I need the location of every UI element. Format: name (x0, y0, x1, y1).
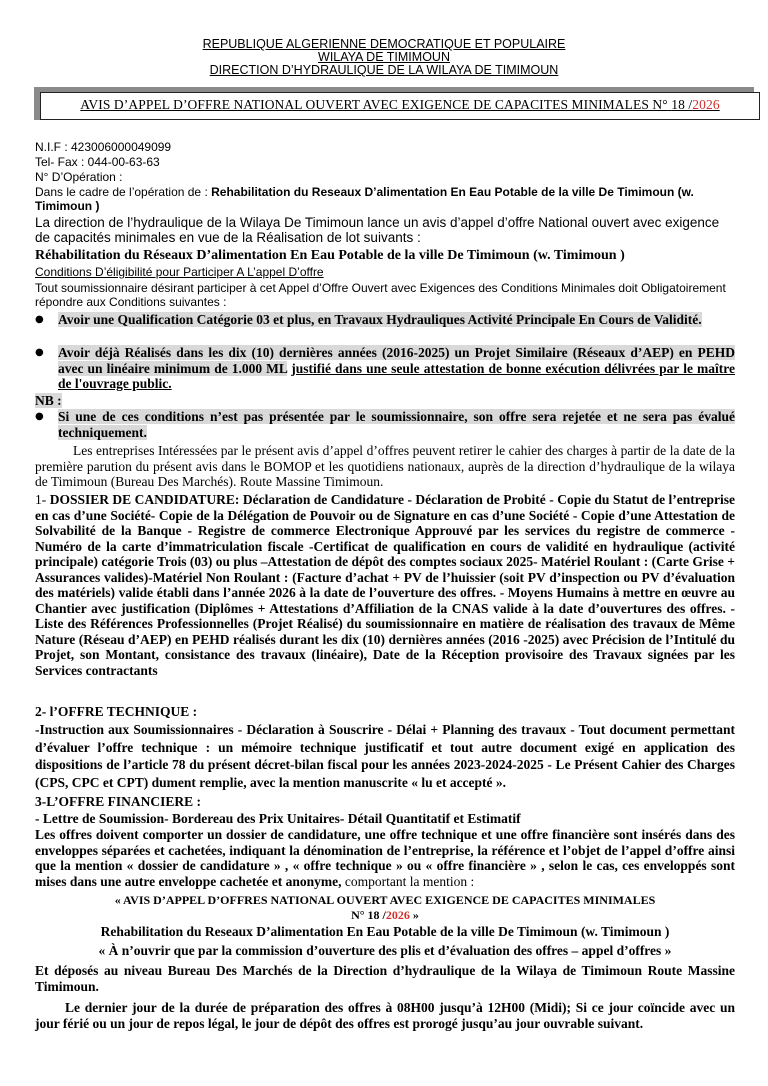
title-year: 2026 (692, 97, 720, 112)
retrait-paragraph: Les entreprises Intéressées par le présent avis d’appel d’offres peuvent retirer le cahier des charges à partir de la date de la première parution du présent avis dans le BOMOP et les quotidiens nationaux, auprès de la direction d’hydraulique de la wilaya de Timimoun (Bureau Des Marchés). Route Massine Timimoun. (35, 443, 735, 489)
condition-rejection-text: Si une de ces conditions n’est pas présentée par le soumissionnaire, son offre sera rejetée et ne sera pas évalué techniquement. (58, 409, 735, 440)
title-number: 18 / (671, 97, 693, 112)
operation-context-prefix: Dans le cadre de l’opération de : (35, 185, 208, 199)
tel-fax: Tel- Fax : 044-00-63-63 (35, 155, 160, 169)
offre-technique-body: -Instruction aux Soumissionnaires - Déclaration à Souscrire - Délai + Planning des travaux - Tout document permettant d’évaluer l’offre technique : un mémoire technique justificatif et tout autre document exigé en application des dispositions de l’article 78 du présent décret-bilan fiscal pour les années 2023-2024-2025 - Le Présent Cahier des Charges (CPS, CPC et CPT) dument remplie, avec la mention manuscrite « lu et accepté ». (35, 722, 735, 790)
conditions-title: Conditions D’éligibilité pour Participer A L’appel D’offre (35, 265, 324, 279)
nif: N.I.F : 423006000049099 (35, 140, 172, 154)
offre-financiere-title: 3-L’OFFRE FINANCIERE : (35, 794, 202, 809)
operation-context (35, 185, 735, 213)
condition-similar-project-text: Avoir déjà Réalisés dans les dix (10) dernières années (2016-2025) un Projet Similaire (Réseaux d’AEP) en PEHD avec un linéaire minimum de 1.000 ML (58, 345, 735, 376)
header-direction: DIRECTION D’HYDRAULIQUE DE LA WILAYA DE TIMIMOUN (209, 63, 559, 77)
header-republic: REPUBLIQUE ALGERIENNE DEMOCRATIQUE ET POPULAIRE (202, 37, 566, 51)
lot-title: Réhabilitation du Réseaux D’alimentation En Eau Potable de la ville De Timimoun (w. Timimoun ) (35, 248, 625, 263)
mention-opening: « À n’ouvrir que par la commission d’ouverture des plis et d’évaluation des offres – appel d’offres » (98, 943, 672, 958)
bullet-icon: ● (35, 347, 44, 358)
header-wilaya: WILAYA DE TIMIMOUN (318, 50, 450, 64)
title-box (40, 92, 760, 120)
mention-title: « AVIS D’APPEL D’OFFRES NATIONAL OUVERT AVEC EXIGENCE DE CAPACITES MINIMALES (114, 893, 656, 907)
offres-paragraph-normal: comportant la mention : (344, 873, 475, 889)
dossier-candidature: 1- DOSSIER DE CANDIDATURE: Déclaration de Candidature - Déclaration de Probité - Copie du Statut de l’entreprise en cas d’une Société- Copie de la Délégation de Pouvoir ou de Signature en cas d’une Société - Copie d’une Attestation de Solvabilité de la Banque - Registre de commerce Electronique Approuvé par les services du registre de commerce - Numéro de la carte d’immatriculation fiscale -Certificat de qualification en cours de validité en hydraulique (activité principale) catégorie Trois (03) ou plus –Attestation de dépôt des comptes sociaux 2025- Matériel Roulant : (Carte Grise + Assurances valides)-Matériel Non Roulant : (Facture d’achat + PV de l’huissier (soit PV d’inspection ou PV d’évaluation des matériels) valide établi dans l’année 2026 à la date de l’ouverture des offres. - Moyens Humains à mettre en œuvre au Chantier avec justification (Diplômes + Attestations d’Affiliation de la CNAS valide à la date d’ouvertures des offres. - Liste des Références Professionnelles (Projet Réalisé) du soumissionnaire en matière de réalisation des travaux de Même Nature (Réseau d’AEP) en PEHD réalisés durant les dix (10) dernières années (2016 -2025) avec Précision de l’Intitulé du Projet, son Montant, consistance des travaux (linéaire), Date de la Réception provisoire des Travaux signées par les Services contractants (35, 492, 735, 678)
condition-qualification-text: Avoir une Qualification Catégorie 03 et plus, en Travaux Hydrauliques Activité Principale En Cours de Validité. (58, 312, 702, 327)
mention-operation: Rehabilitation du Reseaux D’alimentation En Eau Potable de la ville De Timimoun (w. Timimoun ) (100, 924, 670, 939)
dernier-jour-paragraph: Le dernier jour de la durée de préparation des offres à 08H00 jusqu’à 12H00 (Midi); Si ce jour coïncide avec un jour férié ou un jour de repos légal, le jour de dépôt des offres est prorogé jusqu’au jour ouvrable suivant. (35, 1000, 735, 1031)
bullet-icon: ● (35, 411, 44, 422)
dossier-body: : Déclaration de Candidature - Déclaration de Probité - Copie du Statut de l’entreprise en cas d’une Société- Copie de la Délégation de Pouvoir ou de Signature en cas d’une Société - Copie d’une Attestation de Solvabilité de la Banque - Registre de commerce Electronique Approuvé par les services du registre de commerce - Numéro de la carte d’immatriculation fiscale -Certificat de qualification en cours de validité en hydraulique (activité principale) catégorie Trois (03) ou plus –Attestation de dépôt des comptes sociaux 2025- Matériel Roulant : (Carte Grise + Assurances valides)-Matériel Non Roulant : (Facture d’achat + PV de l’huissier (soit PV d’inspection ou PV d’évaluation des matériels) valide établi dans l’année 2026 à la date de l’ouverture des offres. - Moyens Humains à mettre en œuvre au Chantier avec justification (Diplômes + Attestations d’Affiliation de la CNAS valide à la date d’ouvertures des offres. - Liste des Références Professionnelles (Projet Réalisé) du soumissionnaire en matière de réalisation des travaux de Même Nature (Réseau d’AEP) en PEHD réalisés durant les dix (10) dernières années (2016 -2025) avec Précision de l’Intitulé du Projet, son Montant, consistance des travaux (linéaire), Date de la Réception provisoire des Travaux signées par les Services contractants (35, 492, 735, 678)
mention-number: N° 18 /2026 » (351, 908, 419, 922)
condition-qualification (35, 312, 735, 328)
intro-paragraph: La direction de l’hydraulique de la Wilaya De Timimoun lance un avis d’appel d’offre National ouvert avec exigence de capacités minimales en vue de la Réalisation de lot suivants : (35, 215, 720, 245)
offres-paragraph (35, 827, 735, 889)
bullet-icon: ● (35, 314, 44, 325)
operation-number: N° D’Opération : (35, 170, 123, 184)
title-text: AVIS D’APPEL D’OFFRE NATIONAL OUVERT AVEC EXIGENCE DE CAPACITES MINIMALES N° (80, 97, 668, 112)
depot-paragraph: Et déposés au niveau Bureau Des Marchés de la Direction d’hydraulique de la Wilaya de Timimoun Route Massine Timimoun. (35, 963, 735, 994)
nb-label: NB : (35, 393, 62, 408)
conditions-intro: Tout soumissionnaire désirant participer à cet Appel d’Offre Ouvert avec Exigences des Conditions Minimales doit Obligatoirement répondre aux Conditions suivantes : (35, 281, 726, 309)
offre-technique-title: 2- l’OFFRE TECHNIQUE : (35, 704, 198, 719)
condition-rejection (35, 409, 735, 440)
condition-similar-project (35, 345, 735, 392)
dossier-title: DOSSIER DE CANDIDATURE (49, 492, 235, 507)
condition-attestation-text: justifié dans une seule attestation de bonne exécution délivrées par le maître de l'ouvrage public. (58, 360, 735, 391)
offre-financiere-line: - Lettre de Soumission- Bordereau des Prix Unitaires- Détail Quantitatif et Estimatif (35, 811, 521, 826)
mention-year: 2026 (385, 908, 410, 922)
operation-context-name: Rehabilitation du Reseaux D’alimentation En Eau Potable de la ville De Timimoun (w. Timimoun ) (35, 185, 694, 213)
document-title (41, 97, 759, 113)
offres-paragraph-bold: Les offres doivent comporter un dossier de candidature, une offre technique et une offre financière sont insérés dans des enveloppes séparées et cachetées, indiquant la dénomination de l’entreprise, la référence et l’objet de l’appel d’offre ainsi que la mention « dossier de candidature » , « offre technique » ou « offre financière » , selon le cas, ces enveloppés sont mises dans une autre enveloppe cachetée et anonyme, (35, 827, 735, 889)
